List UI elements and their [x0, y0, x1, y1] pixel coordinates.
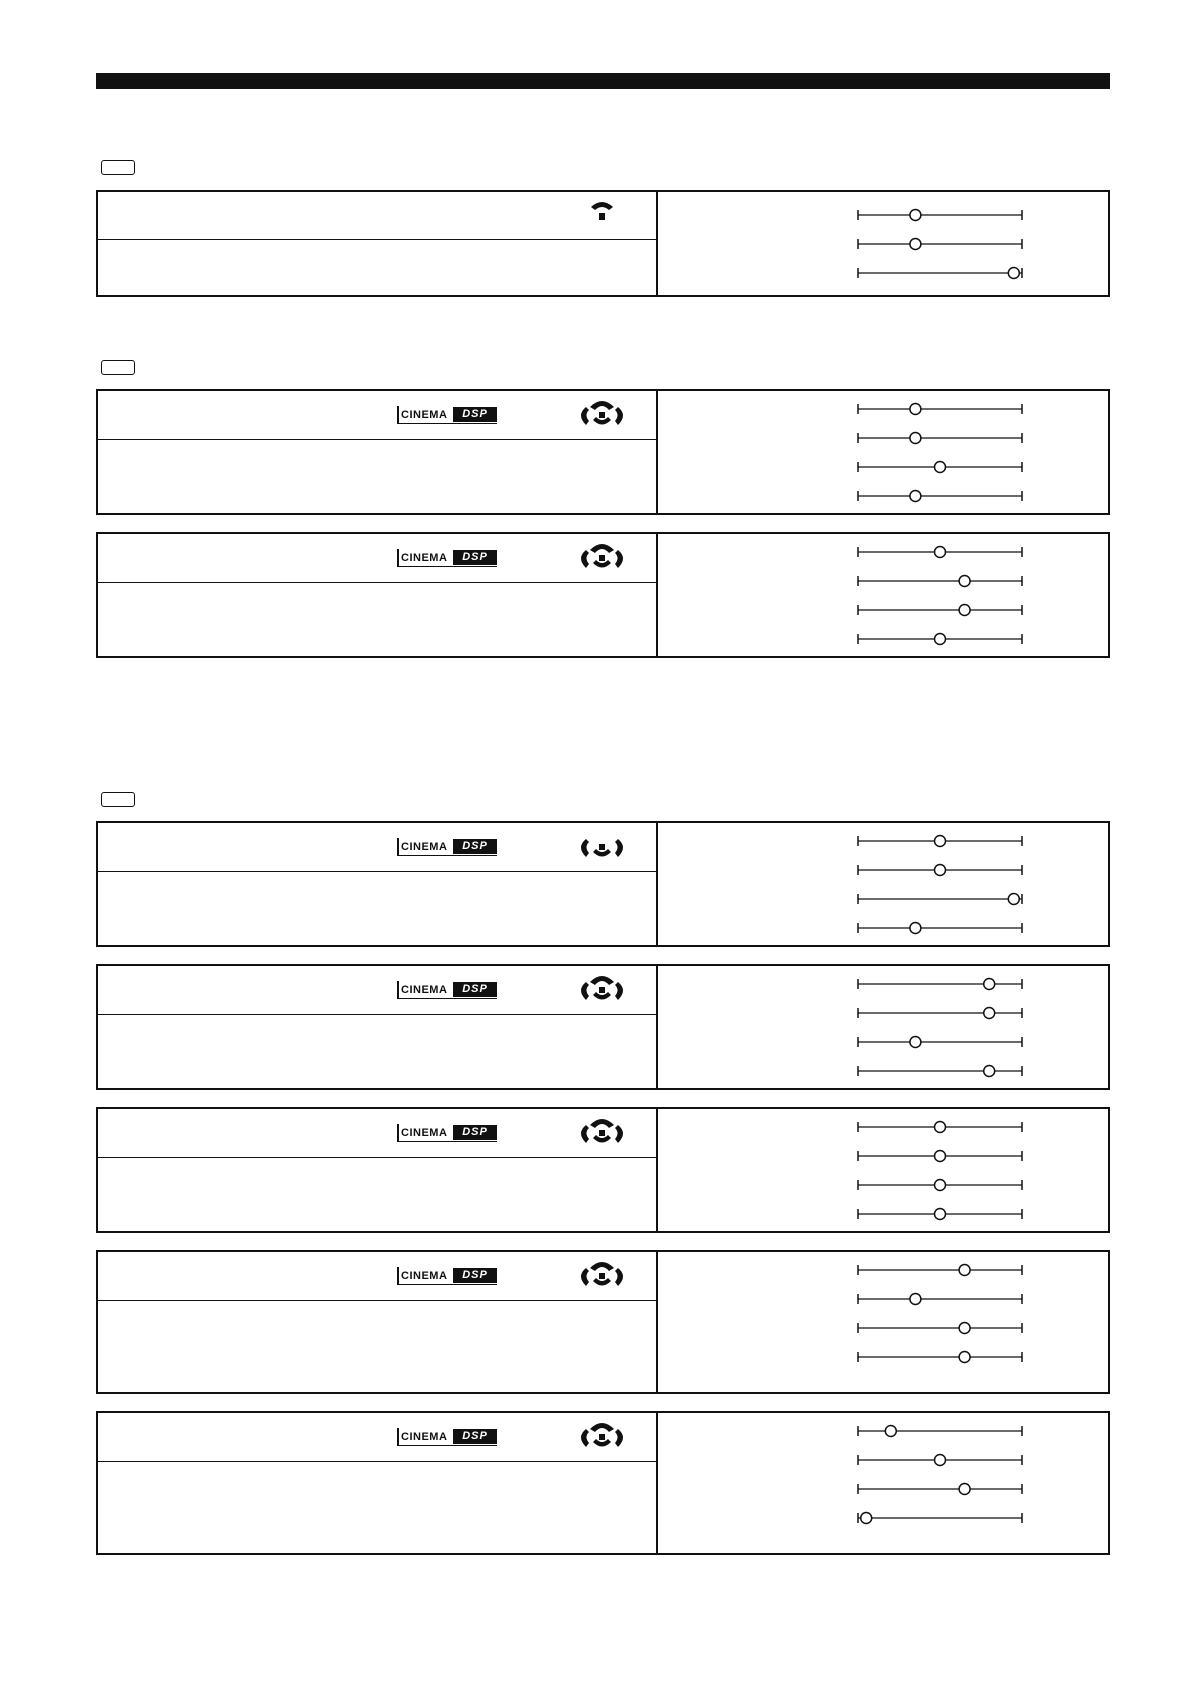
- slider-knob: [935, 462, 946, 473]
- slider-knob: [910, 923, 921, 934]
- slider-knob: [910, 491, 921, 502]
- parameter-slider: [858, 1122, 1022, 1133]
- logo-dsp-text: DSP: [453, 1268, 497, 1283]
- logo-dsp-text: DSP: [453, 407, 497, 422]
- parameter-slider: [858, 1265, 1022, 1276]
- logo-cinema-text: CINEMA: [401, 409, 448, 421]
- parameter-slider: [858, 433, 1022, 444]
- parameter-slider: [858, 268, 1022, 279]
- slider-knob: [959, 576, 970, 587]
- parameter-slider: [858, 1426, 1022, 1437]
- slider-knob: [910, 239, 921, 250]
- parameter-slider: [858, 1455, 1022, 1466]
- parameter-slider: [858, 1323, 1022, 1334]
- parameter-slider: [858, 1037, 1022, 1048]
- parameter-slider: [858, 923, 1022, 934]
- section-tag-2: [101, 360, 135, 375]
- section-tag-1: [101, 160, 135, 175]
- section-tag-3: [101, 792, 135, 807]
- slider-knob: [959, 1323, 970, 1334]
- parameter-slider: [858, 634, 1022, 645]
- slider-knob: [959, 1265, 970, 1276]
- slider-knob: [984, 1008, 995, 1019]
- program-panel: [96, 389, 1110, 515]
- slider-knob: [935, 1455, 946, 1466]
- slider-knob: [984, 979, 995, 990]
- logo-cinema-text: CINEMA: [401, 1127, 448, 1139]
- program-panel: [96, 964, 1110, 1090]
- slider-knob: [885, 1426, 896, 1437]
- parameter-slider: [858, 1066, 1022, 1077]
- logo-cinema-text: CINEMA: [401, 841, 448, 853]
- parameter-sliders: [98, 534, 1108, 656]
- slider-knob: [984, 1066, 995, 1077]
- parameter-slider: [858, 1180, 1022, 1191]
- slider-knob: [910, 404, 921, 415]
- slider-knob: [935, 865, 946, 876]
- parameter-slider: [858, 1513, 1022, 1524]
- logo-dsp-text: DSP: [453, 1125, 497, 1140]
- logo-dsp-text: DSP: [453, 839, 497, 854]
- parameter-slider: [858, 1209, 1022, 1220]
- program-panel: [96, 821, 1110, 947]
- parameter-sliders: [98, 1413, 1108, 1553]
- logo-cinema-text: CINEMA: [401, 984, 448, 996]
- parameter-slider: [858, 865, 1022, 876]
- slider-knob: [910, 210, 921, 221]
- parameter-slider: [858, 894, 1022, 905]
- slider-knob: [935, 1122, 946, 1133]
- slider-knob: [959, 605, 970, 616]
- slider-knob: [861, 1513, 872, 1524]
- logo-dsp-text: DSP: [453, 1429, 497, 1444]
- logo-cinema-text: CINEMA: [401, 1431, 448, 1443]
- parameter-sliders: [98, 823, 1108, 945]
- parameter-slider: [858, 210, 1022, 221]
- parameter-slider: [858, 1008, 1022, 1019]
- slider-knob: [959, 1352, 970, 1363]
- parameter-sliders: [98, 391, 1108, 513]
- parameter-slider: [858, 547, 1022, 558]
- parameter-slider: [858, 1484, 1022, 1495]
- parameter-slider: [858, 979, 1022, 990]
- parameter-sliders: [98, 1252, 1108, 1392]
- slider-knob: [910, 1037, 921, 1048]
- parameter-slider: [858, 491, 1022, 502]
- parameter-sliders: [98, 1109, 1108, 1231]
- logo-cinema-text: CINEMA: [401, 552, 448, 564]
- slider-knob: [935, 836, 946, 847]
- program-panel: [96, 1250, 1110, 1394]
- slider-knob: [1008, 268, 1019, 279]
- parameter-slider: [858, 1294, 1022, 1305]
- parameter-slider: [858, 462, 1022, 473]
- slider-knob: [935, 1151, 946, 1162]
- parameter-sliders: [98, 966, 1108, 1088]
- parameter-slider: [858, 836, 1022, 847]
- slider-knob: [1008, 894, 1019, 905]
- parameter-slider: [858, 1352, 1022, 1363]
- slider-knob: [910, 1294, 921, 1305]
- program-panel: [96, 1107, 1110, 1233]
- slider-knob: [935, 1180, 946, 1191]
- slider-knob: [959, 1484, 970, 1495]
- parameter-slider: [858, 404, 1022, 415]
- parameter-slider: [858, 1151, 1022, 1162]
- slider-knob: [935, 1209, 946, 1220]
- header-bar: [96, 73, 1110, 89]
- logo-dsp-text: DSP: [453, 550, 497, 565]
- program-panel: [96, 532, 1110, 658]
- logo-cinema-text: CINEMA: [401, 1270, 448, 1282]
- parameter-sliders: [98, 192, 1108, 295]
- program-panel: [96, 1411, 1110, 1555]
- parameter-slider: [858, 576, 1022, 587]
- program-panel: [96, 190, 1110, 297]
- slider-knob: [910, 433, 921, 444]
- parameter-slider: [858, 239, 1022, 250]
- slider-knob: [935, 547, 946, 558]
- parameter-slider: [858, 605, 1022, 616]
- logo-dsp-text: DSP: [453, 982, 497, 997]
- slider-knob: [935, 634, 946, 645]
